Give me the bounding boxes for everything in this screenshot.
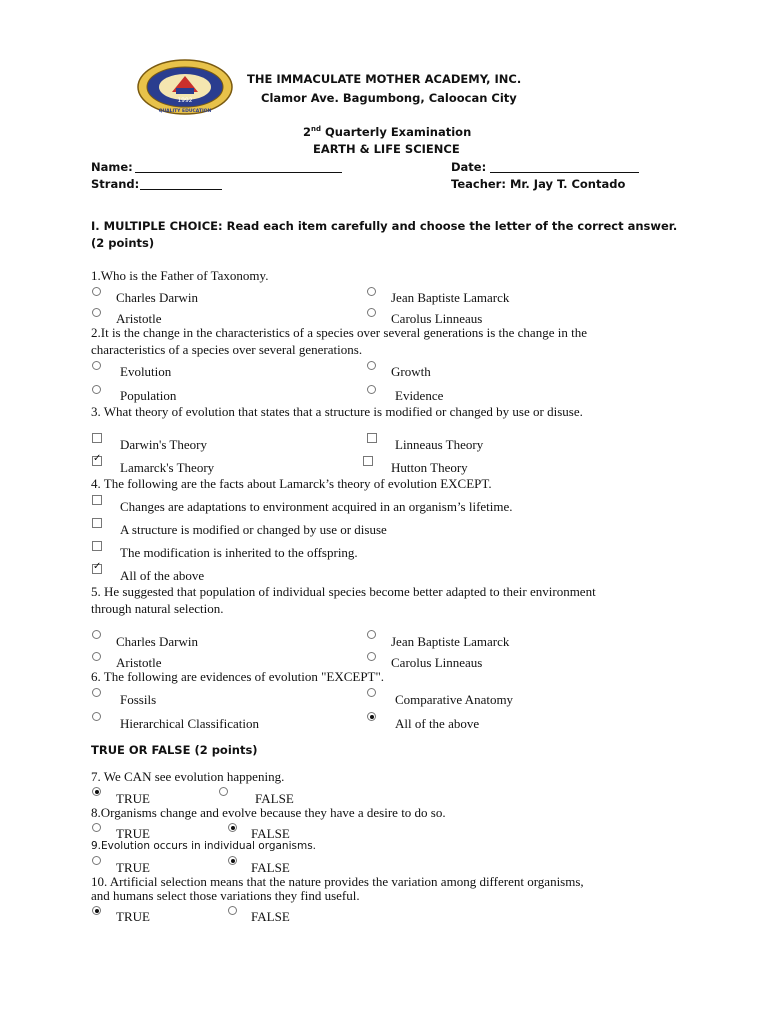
exam-title: [303, 125, 471, 139]
option-label: Jean Baptiste Lamarck: [391, 290, 510, 305]
question-text: 3. What theory of evolution that states that a structure is modified or changed by use or disuse.: [91, 404, 583, 419]
true-label: TRUE: [116, 791, 150, 806]
option-label: Carolus Linneaus: [391, 655, 483, 670]
option-label: Lamarck's Theory: [120, 460, 215, 475]
option-label: All of the above: [395, 716, 480, 731]
option-label: Hierarchical Classification: [120, 716, 259, 731]
true-label: TRUE: [116, 826, 150, 841]
teacher-label: Teacher: Mr. Jay T. Contado: [451, 177, 626, 191]
logo-motto: QUALITY EDUCATION: [158, 109, 212, 114]
true-label: TRUE: [116, 860, 150, 875]
option-label: Hutton Theory: [391, 460, 468, 475]
exam-ordinal-num: 2: [303, 125, 312, 139]
option-label: Changes are adaptations to environment acquired in an organism’s lifetime.: [120, 499, 513, 514]
option-checkbox[interactable]: [363, 456, 373, 466]
question-text: through natural selection.: [91, 601, 224, 616]
option-label: The modification is inherited to the offspring.: [120, 545, 358, 560]
false-radio[interactable]: [228, 906, 237, 915]
section2-title: TRUE OR FALSE (2 points): [91, 743, 258, 757]
question-text: 8.Organisms change and evolve because they have a desire to do so.: [91, 805, 446, 820]
option-radio[interactable]: [92, 385, 101, 394]
section1-instruction: I. MULTIPLE CHOICE: Read each item carefully and choose the letter of the correct answer.: [91, 219, 678, 233]
false-radio-selected[interactable]: [228, 856, 237, 865]
option-radio[interactable]: [92, 712, 101, 721]
question-text: characteristics of a species over several generations.: [91, 342, 363, 357]
option-radio[interactable]: [367, 652, 376, 661]
option-label: Fossils: [120, 692, 157, 707]
option-radio[interactable]: [92, 630, 101, 639]
question-text: 6. The following are evidences of evolution "EXCEPT".: [91, 669, 385, 684]
date-label: Date:: [451, 160, 487, 174]
option-label: Growth: [391, 364, 431, 379]
false-label: FALSE: [255, 791, 294, 806]
option-radio[interactable]: [367, 688, 376, 697]
option-label: Jean Baptiste Lamarck: [391, 634, 510, 649]
option-radio[interactable]: [367, 630, 376, 639]
option-label: Aristotle: [116, 655, 162, 670]
option-label: Aristotle: [116, 311, 162, 326]
true-radio[interactable]: [92, 856, 101, 865]
name-field[interactable]: [135, 172, 342, 173]
school-logo: [136, 58, 234, 116]
option-radio[interactable]: [367, 308, 376, 317]
true-radio-selected[interactable]: [92, 787, 101, 796]
false-label: FALSE: [251, 860, 290, 875]
option-radio[interactable]: [92, 688, 101, 697]
option-label: Evolution: [120, 364, 172, 379]
false-label: FALSE: [251, 826, 290, 841]
strand-label: Strand:: [91, 177, 140, 191]
strand-field[interactable]: [140, 189, 222, 190]
option-label: Linneaus Theory: [395, 437, 484, 452]
option-checkbox[interactable]: [92, 495, 102, 505]
name-label: Name:: [91, 160, 133, 174]
option-checkbox[interactable]: [92, 518, 102, 528]
option-label: Carolus Linneaus: [391, 311, 483, 326]
school-name: THE IMMACULATE MOTHER ACADEMY, INC.: [247, 72, 522, 86]
question-text: 10. Artificial selection means that the nature provides the variation among different organisms,: [91, 874, 584, 889]
option-checkbox-checked[interactable]: [92, 456, 102, 466]
option-label: Charles Darwin: [116, 290, 198, 305]
option-label: Evidence: [395, 388, 444, 403]
question-text: 2.It is the change in the characteristics of a species over several generations is the change in the: [91, 325, 587, 340]
false-radio[interactable]: [219, 787, 228, 796]
option-checkbox-checked[interactable]: [92, 564, 102, 574]
option-radio[interactable]: [92, 361, 101, 370]
false-radio-selected[interactable]: [228, 823, 237, 832]
option-checkbox[interactable]: [367, 433, 377, 443]
option-label: Charles Darwin: [116, 634, 198, 649]
option-radio[interactable]: [92, 652, 101, 661]
option-radio[interactable]: [367, 287, 376, 296]
option-label: Darwin's Theory: [120, 437, 207, 452]
date-field[interactable]: [490, 172, 639, 173]
true-radio[interactable]: [92, 823, 101, 832]
question-text: 7. We CAN see evolution happening.: [91, 769, 285, 784]
question-text: 9.Evolution occurs in individual organisms.: [91, 840, 317, 852]
option-radio-selected[interactable]: [367, 712, 376, 721]
option-label: All of the above: [120, 568, 205, 583]
logo-year: 1992: [177, 97, 193, 104]
option-radio[interactable]: [92, 287, 101, 296]
exam-ordinal-sup: nd: [311, 125, 322, 134]
option-label: A structure is modified or changed by use or disuse: [120, 522, 387, 537]
true-radio-selected[interactable]: [92, 906, 101, 915]
exam-subject: EARTH & LIFE SCIENCE: [313, 142, 460, 156]
section1-points: (2 points): [91, 236, 155, 250]
option-label: Comparative Anatomy: [395, 692, 514, 707]
question-text: 5. He suggested that population of individual species become better adapted to their environment: [91, 584, 596, 599]
question-text: 4. The following are the facts about Lamarck’s theory of evolution EXCEPT.: [91, 476, 492, 491]
option-checkbox[interactable]: [92, 541, 102, 551]
exam-title-rest: Quarterly Examination: [321, 125, 472, 139]
option-checkbox[interactable]: [92, 433, 102, 443]
false-label: FALSE: [251, 909, 290, 924]
option-label: Population: [120, 388, 177, 403]
option-radio[interactable]: [92, 308, 101, 317]
option-radio[interactable]: [367, 385, 376, 394]
question-text: and humans select those variations they find useful.: [91, 888, 360, 903]
true-label: TRUE: [116, 909, 150, 924]
option-radio[interactable]: [367, 361, 376, 370]
school-address: Clamor Ave. Bagumbong, Caloocan City: [261, 91, 517, 105]
question-text: 1.Who is the Father of Taxonomy.: [91, 268, 269, 283]
